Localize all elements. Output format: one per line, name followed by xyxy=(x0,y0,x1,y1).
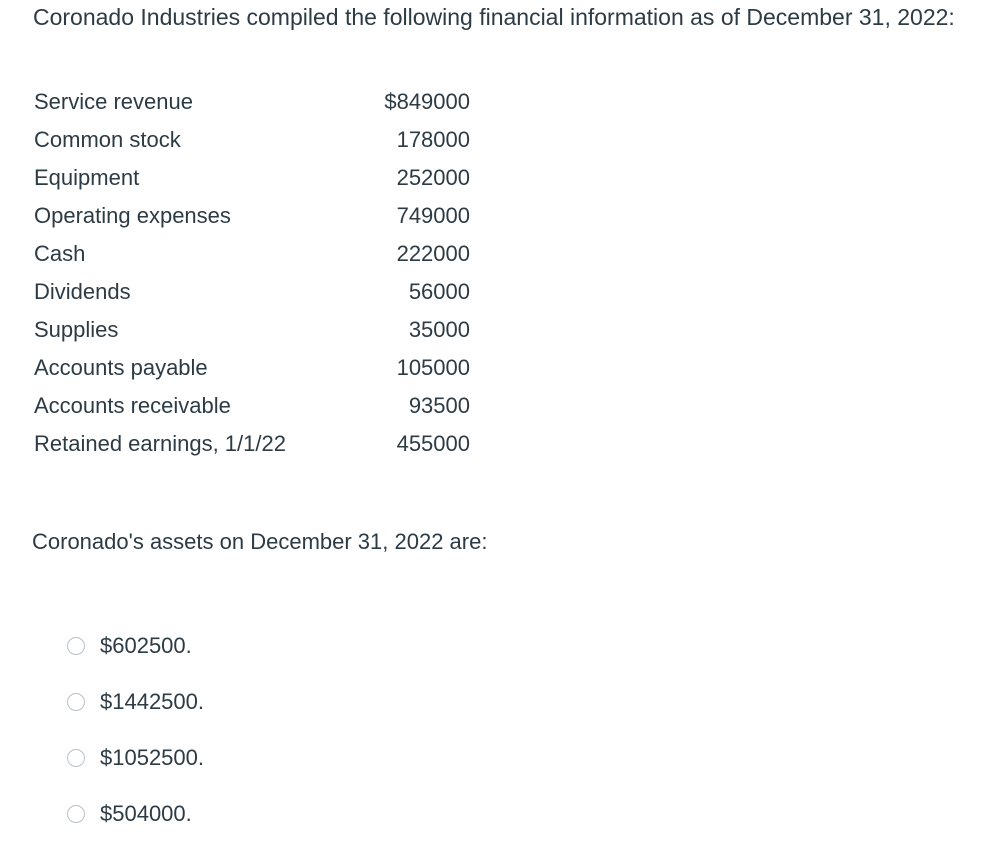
item-label: Cash xyxy=(34,241,86,266)
table-row xyxy=(34,311,470,349)
item-value: 749000 xyxy=(396,203,470,228)
question-intro: Coronado Industries compiled the following financial information as of December 31, 2022: xyxy=(33,4,955,30)
item-value: 56000 xyxy=(408,279,470,304)
answer-option-c[interactable] xyxy=(67,730,204,786)
item-label: Accounts receivable xyxy=(34,393,231,418)
item-value: $849000 xyxy=(384,89,470,114)
item-value: 178000 xyxy=(396,127,470,152)
radio-button[interactable] xyxy=(67,749,85,767)
item-value: 252000 xyxy=(396,165,470,190)
item-label: Service revenue xyxy=(34,89,193,114)
table-row xyxy=(34,159,470,197)
item-label: Dividends xyxy=(34,279,131,304)
answer-option-label[interactable]: $504000. xyxy=(100,801,192,826)
answer-options xyxy=(67,618,204,842)
item-value: 35000 xyxy=(408,317,470,342)
table-row xyxy=(34,121,470,159)
table-row xyxy=(34,273,470,311)
item-label: Common stock xyxy=(34,127,181,152)
answer-option-a[interactable] xyxy=(67,618,204,674)
answer-option-d[interactable] xyxy=(67,786,204,842)
answer-option-label[interactable]: $1052500. xyxy=(100,745,204,770)
item-value: 105000 xyxy=(396,355,470,380)
item-label: Accounts payable xyxy=(34,355,208,380)
table-row xyxy=(34,387,470,425)
answer-option-label[interactable]: $1442500. xyxy=(100,689,204,714)
radio-button[interactable] xyxy=(67,805,85,823)
radio-button[interactable] xyxy=(67,693,85,711)
item-label: Retained earnings, 1/1/22 xyxy=(34,431,286,456)
item-label: Operating expenses xyxy=(34,203,231,228)
table-row xyxy=(34,83,470,121)
item-value: 455000 xyxy=(396,431,470,456)
item-value: 93500 xyxy=(408,393,470,418)
item-value: 222000 xyxy=(396,241,470,266)
financial-info-table xyxy=(34,83,470,463)
table-row xyxy=(34,197,470,235)
item-label: Equipment xyxy=(34,165,140,190)
answer-option-label[interactable]: $602500. xyxy=(100,633,192,658)
table-row xyxy=(34,425,470,463)
table-row xyxy=(34,235,470,273)
question-prompt: Coronado's assets on December 31, 2022 are: xyxy=(32,529,488,554)
answer-option-b[interactable] xyxy=(67,674,204,730)
radio-button[interactable] xyxy=(67,637,85,655)
table-row xyxy=(34,349,470,387)
item-label: Supplies xyxy=(34,317,119,342)
